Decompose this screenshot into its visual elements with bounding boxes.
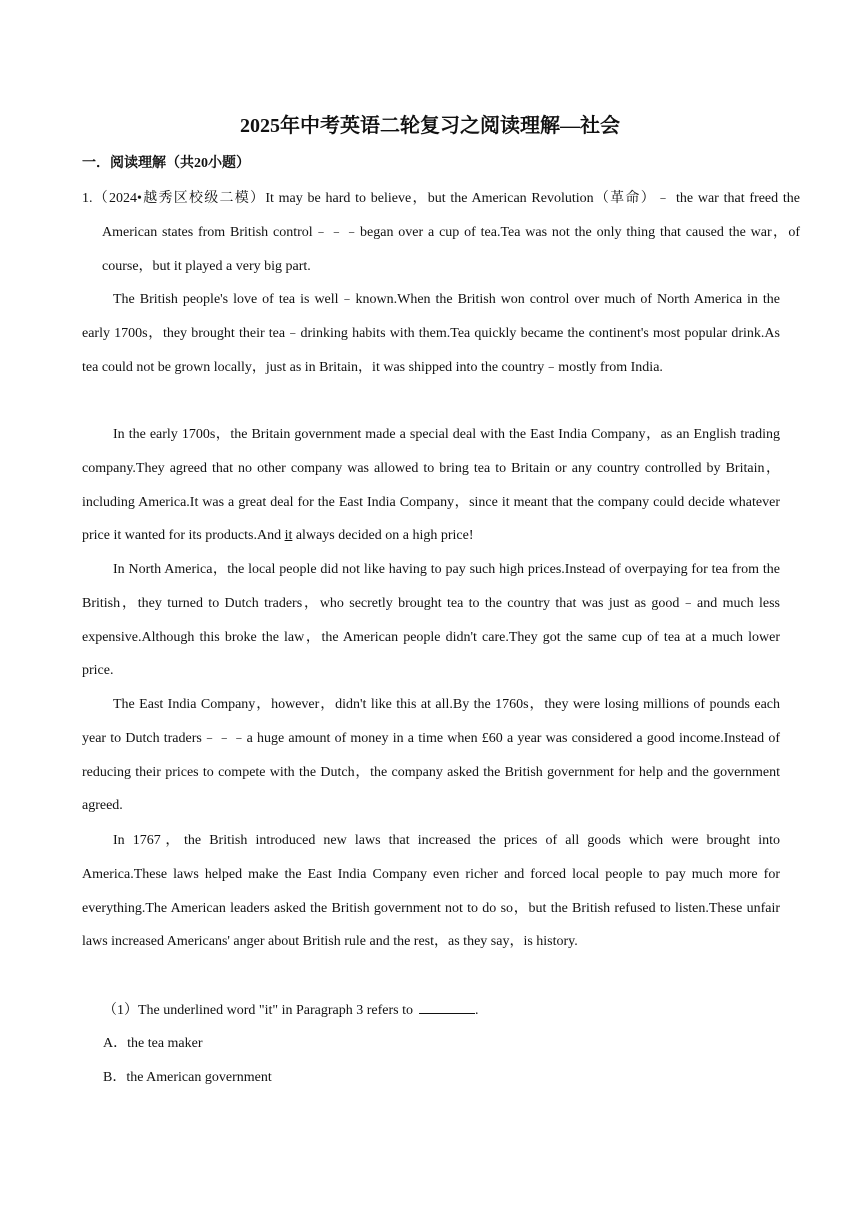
page-title: 2025年中考英语二轮复习之阅读理解—社会	[240, 115, 620, 137]
paragraph-2: The British people's love of tea is well﹣known.When the British won control over much of North America in the early 1700s，they brought their tea﹣drinking habits with them.Tea quickly became the continent's most popular drink.As tea could not be grown locally，just as in Britain，it was shipped into the country﹣mostly from India.	[82, 292, 780, 375]
option-a[interactable]: A．the tea maker	[103, 1036, 203, 1051]
paragraph-3	[82, 418, 780, 553]
sub-question-text: （1）The underlined word "it" in Paragraph 3 refers to	[103, 1003, 414, 1018]
paragraph-3-text-a: In the early 1700s，the Britain government made a special deal with the East India Company，as an English trading company.They agreed that no other company was allowed to bring tea to Britain or any country controlled by Britain，including America.It was a great deal for the East India Company，since it meant that the company could decide whatever price it wanted for its products.And	[82, 427, 780, 544]
question-source: 1.（2024•越秀区校级二模）	[82, 191, 266, 206]
intro-text: It may be hard to believe，but the American Revolution（革命）﹣ the war that freed the American states from British control﹣﹣﹣began over a cup of tea.Tea was not the only thing that caused the war，of course，but it played a very big part.	[102, 191, 800, 274]
sub-question-1	[103, 999, 479, 1022]
option-b[interactable]: B．the American government	[103, 1070, 272, 1085]
sub-question-end: .	[475, 1003, 479, 1018]
paragraph-4: In North America，the local people did not like having to pay such high prices.Instead of overpaying for tea from the British，they turned to Dutch traders，who secretly brought tea to the country that was just as good﹣and much less expensive.Although this broke the law，the American people didn't care.They got the same cup of tea at a much lower price.	[82, 562, 780, 679]
paragraph-3-text-b: always decided on a high price!	[292, 528, 474, 544]
underlined-word: it	[284, 528, 293, 544]
question-intro	[82, 182, 800, 283]
paragraph-5: The East India Company，however，didn't like this at all.By the 1760s，they were losing millions of pounds each year to Dutch traders﹣﹣﹣a huge amount of money in a time when £60 a year was considered a good income.Instead of reducing their prices to compete with the Dutch，the company asked the British government for help and the government agreed.	[82, 697, 780, 814]
answer-blank[interactable]	[419, 999, 475, 1014]
section-heading: 一．阅读理解（共20小题）	[82, 156, 250, 171]
paragraph-6: In 1767，the British introduced new laws that increased the prices of all goods which were brought into America.These laws helped make the East India Company even richer and forced local people to pay much more for everything.The American leaders asked the British government not to do so，but the British refused to listen.These unfair laws increased Americans' anger about British rule and the rest，as they say，is history.	[82, 833, 780, 950]
